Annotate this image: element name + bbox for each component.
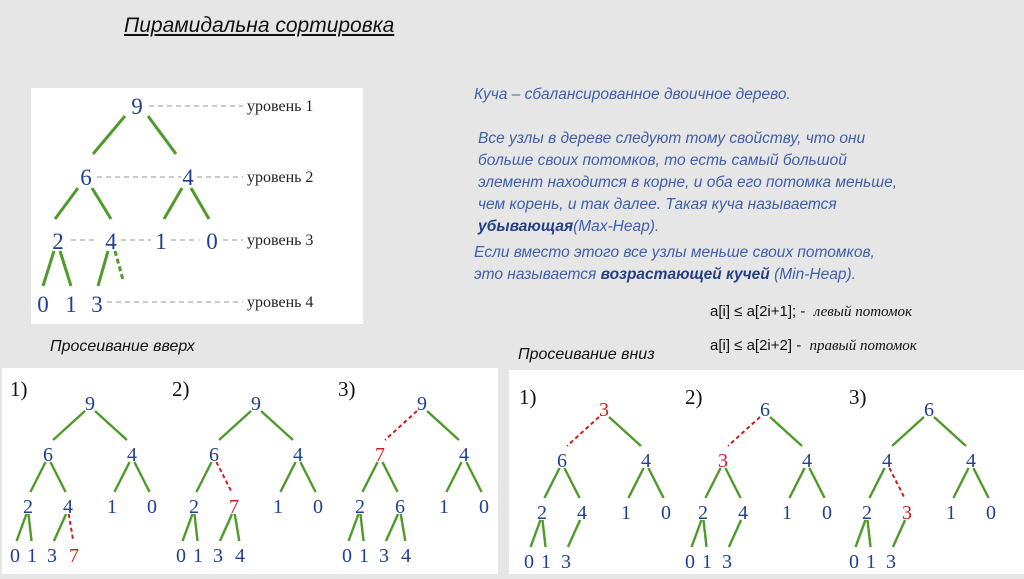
level-label: уровень 2: [247, 169, 314, 186]
tree-node: 6: [43, 444, 53, 466]
tree-node: 0: [822, 502, 832, 524]
sift-up-svg: [2, 368, 498, 574]
step-tree: [10, 393, 157, 567]
edge: [564, 468, 579, 498]
sift-down-svg: [509, 370, 1024, 574]
level-label: уровень 3: [247, 232, 314, 249]
tree-node: 4: [63, 496, 73, 518]
max-heap-description: [478, 128, 998, 238]
tree-node: 0: [661, 502, 671, 524]
tree-node: 6: [395, 496, 405, 518]
edge: [531, 520, 541, 547]
edge: [648, 468, 663, 498]
edge: [54, 514, 66, 541]
tree-node: 3: [379, 545, 389, 567]
tree-node: 1: [107, 496, 117, 518]
tree-node: 9: [85, 393, 95, 415]
heap-levels-diagram: [31, 88, 363, 324]
tree-node: 3: [47, 545, 57, 567]
tree-node: 4: [738, 502, 748, 524]
edge: [30, 462, 45, 492]
tree-node: 1: [359, 545, 369, 567]
sift-down-panel: [509, 370, 1024, 574]
tree-node: 0: [313, 496, 323, 518]
tree-node: 4: [401, 545, 411, 567]
edge: [609, 417, 641, 446]
max-heap-suffix: (Max-Heap).: [573, 218, 660, 235]
edge: [544, 468, 559, 498]
tree-node: 0: [176, 545, 186, 567]
tree-node: 0: [986, 502, 996, 524]
formula-expression: a[i] ≤ a[2i+2] -: [710, 337, 802, 354]
edge: [893, 520, 905, 547]
tree-node: 2: [862, 502, 872, 524]
edge-highlight: [216, 462, 231, 492]
desc-line: Если вместо этого все узлы меньше своих потомков,: [474, 244, 875, 261]
stage-label: 3): [338, 377, 356, 401]
heap-node: 1: [155, 229, 167, 254]
heap-node: 1: [65, 292, 77, 317]
edge: [196, 462, 211, 492]
edge: [973, 468, 988, 498]
level-label: уровень 1: [247, 98, 314, 115]
desc-line: Все узлы в дереве следуют тому свойству, что они: [478, 130, 866, 147]
tree-node: 0: [342, 545, 352, 567]
edge: [55, 188, 78, 219]
desc-line: элемент находится в корне, и оба его потомка меньше,: [478, 174, 898, 191]
tree-node: 9: [417, 393, 427, 415]
edge: [235, 514, 240, 541]
tree-node: 4: [641, 450, 651, 472]
tree-node: 0: [147, 496, 157, 518]
sift-down-caption: Просеивание вниз: [518, 346, 655, 363]
edge: [53, 411, 85, 440]
tree-node: 9: [251, 393, 261, 415]
heap-levels-svg: [31, 88, 363, 324]
stage-label: 2): [172, 377, 190, 401]
edge-highlight: [69, 514, 74, 541]
step-tree: [685, 399, 832, 573]
tree-node: 3: [561, 551, 571, 573]
edge: [191, 188, 209, 219]
edge: [692, 520, 702, 547]
edge: [134, 462, 149, 492]
tree-node: 6: [209, 444, 219, 466]
edge: [705, 468, 720, 498]
step-tree: [849, 399, 996, 573]
stage-label: 2): [685, 385, 703, 409]
heap-node: 3: [91, 292, 103, 317]
heap-node: 4: [182, 165, 194, 190]
tree-node: 1: [541, 551, 551, 573]
edge: [93, 116, 125, 154]
sift-up-panel: [2, 368, 498, 574]
level-label: уровень 4: [247, 294, 314, 311]
formula-left-child: [710, 303, 912, 321]
tree-node: 1: [782, 502, 792, 524]
tree-node: 0: [479, 496, 489, 518]
tree-node: 0: [524, 551, 534, 573]
desc-line: чем корень, и так далее. Такая куча называется: [478, 196, 837, 213]
edge: [934, 417, 966, 446]
edge: [183, 514, 193, 541]
tree-node: 0: [849, 551, 859, 573]
edge: [261, 411, 293, 440]
tree-node: 1: [702, 551, 712, 573]
edge: [869, 468, 884, 498]
tree-node: 6: [760, 399, 770, 421]
formula-description: правый потомок: [809, 338, 917, 354]
edge: [220, 514, 232, 541]
edge: [28, 514, 31, 541]
tree-node: 7: [229, 496, 239, 518]
tree-node: 1: [946, 502, 956, 524]
tree-node: 4: [459, 444, 469, 466]
edge: [789, 468, 804, 498]
step-tree: [342, 393, 489, 567]
edge: [360, 514, 363, 541]
edge: [60, 251, 71, 286]
edge: [280, 462, 295, 492]
tree-node: 0: [685, 551, 695, 573]
desc-line: [478, 216, 998, 238]
edge: [466, 462, 481, 492]
tree-node: 1: [273, 496, 283, 518]
heap-definition: Куча – сбалансированное двоичное дерево.: [474, 86, 791, 103]
formula-description: левый потомок: [813, 304, 913, 320]
stage-label: 1): [10, 377, 28, 401]
edge-highlight: [889, 468, 904, 498]
edge: [17, 514, 27, 541]
edge: [114, 462, 129, 492]
edge: [219, 411, 251, 440]
edge: [446, 462, 461, 492]
tree-node: 3: [722, 551, 732, 573]
desc-line: больше своих потомков, то есть самый большой: [478, 152, 847, 169]
edge: [164, 188, 182, 219]
heap-node: 4: [105, 229, 117, 254]
edge: [867, 520, 870, 547]
edge: [856, 520, 866, 547]
step-tree: [176, 393, 323, 567]
edge-pending: [115, 251, 123, 280]
tree-node: 3: [213, 545, 223, 567]
edge: [725, 468, 740, 498]
min-heap-description: [474, 242, 1004, 286]
tree-node: 4: [802, 450, 812, 472]
edge: [401, 514, 406, 541]
edge: [382, 462, 397, 492]
edge-highlight: [385, 411, 417, 440]
slide-title: Пирамидальна сортировка: [124, 14, 395, 37]
tree-node: 1: [193, 545, 203, 567]
tree-node: 2: [698, 502, 708, 524]
tree-node: 4: [293, 444, 303, 466]
edge-highlight: [567, 417, 599, 446]
tree-node: 1: [621, 502, 631, 524]
edge: [770, 417, 802, 446]
tree-node: 1: [27, 545, 37, 567]
tree-node: 3: [902, 502, 912, 524]
edge: [95, 411, 127, 440]
edge: [349, 514, 359, 541]
heap-node: 2: [52, 229, 64, 254]
min-heap-suffix: (Min-Heap).: [769, 266, 856, 283]
formula-expression: a[i] ≤ a[2i+1]; -: [710, 303, 806, 320]
heap-node: 0: [37, 292, 49, 317]
edge-highlight: [728, 417, 760, 446]
edge: [703, 520, 706, 547]
sift-up-caption: Просеивание вверх: [50, 338, 195, 355]
max-heap-term: убывающая: [478, 218, 574, 235]
tree-node: 4: [966, 450, 976, 472]
edge: [568, 520, 580, 547]
edge: [729, 520, 741, 547]
desc-line: [474, 264, 1004, 286]
edge: [194, 514, 197, 541]
tree-node: 6: [557, 450, 567, 472]
stage-label: 3): [849, 385, 867, 409]
heap-node: 0: [206, 229, 218, 254]
edge: [386, 514, 398, 541]
step-tree: [524, 399, 671, 573]
heap-node: 9: [131, 94, 143, 119]
tree-node: 4: [577, 502, 587, 524]
edge: [362, 462, 377, 492]
tree-node: 6: [924, 399, 934, 421]
tree-node: 4: [882, 450, 892, 472]
edge: [892, 417, 924, 446]
tree-node: 0: [10, 545, 20, 567]
edge: [953, 468, 968, 498]
tree-node: 2: [355, 496, 365, 518]
edge: [43, 251, 54, 286]
stage-label: 1): [519, 385, 537, 409]
tree-node: 4: [127, 444, 137, 466]
edge: [50, 462, 65, 492]
tree-node: 2: [537, 502, 547, 524]
edge: [300, 462, 315, 492]
edge: [628, 468, 643, 498]
edge: [98, 251, 108, 286]
tree-node: 7: [375, 444, 385, 466]
tree-node: 3: [886, 551, 896, 573]
edge: [809, 468, 824, 498]
edge: [542, 520, 545, 547]
tree-node: 4: [235, 545, 245, 567]
edge: [92, 188, 111, 219]
tree-node: 1: [439, 496, 449, 518]
tree-node: 3: [599, 399, 609, 421]
tree-node: 2: [189, 496, 199, 518]
edge: [427, 411, 459, 440]
formula-right-child: [710, 337, 917, 355]
min-heap-term: возрастающей кучей: [600, 266, 770, 283]
tree-node: 3: [718, 450, 728, 472]
tree-node: 7: [69, 545, 79, 567]
heap-node: 6: [80, 165, 92, 190]
edge: [148, 116, 176, 154]
tree-node: 2: [23, 496, 33, 518]
min-heap-prefix: это называется: [474, 266, 601, 283]
tree-node: 1: [866, 551, 876, 573]
